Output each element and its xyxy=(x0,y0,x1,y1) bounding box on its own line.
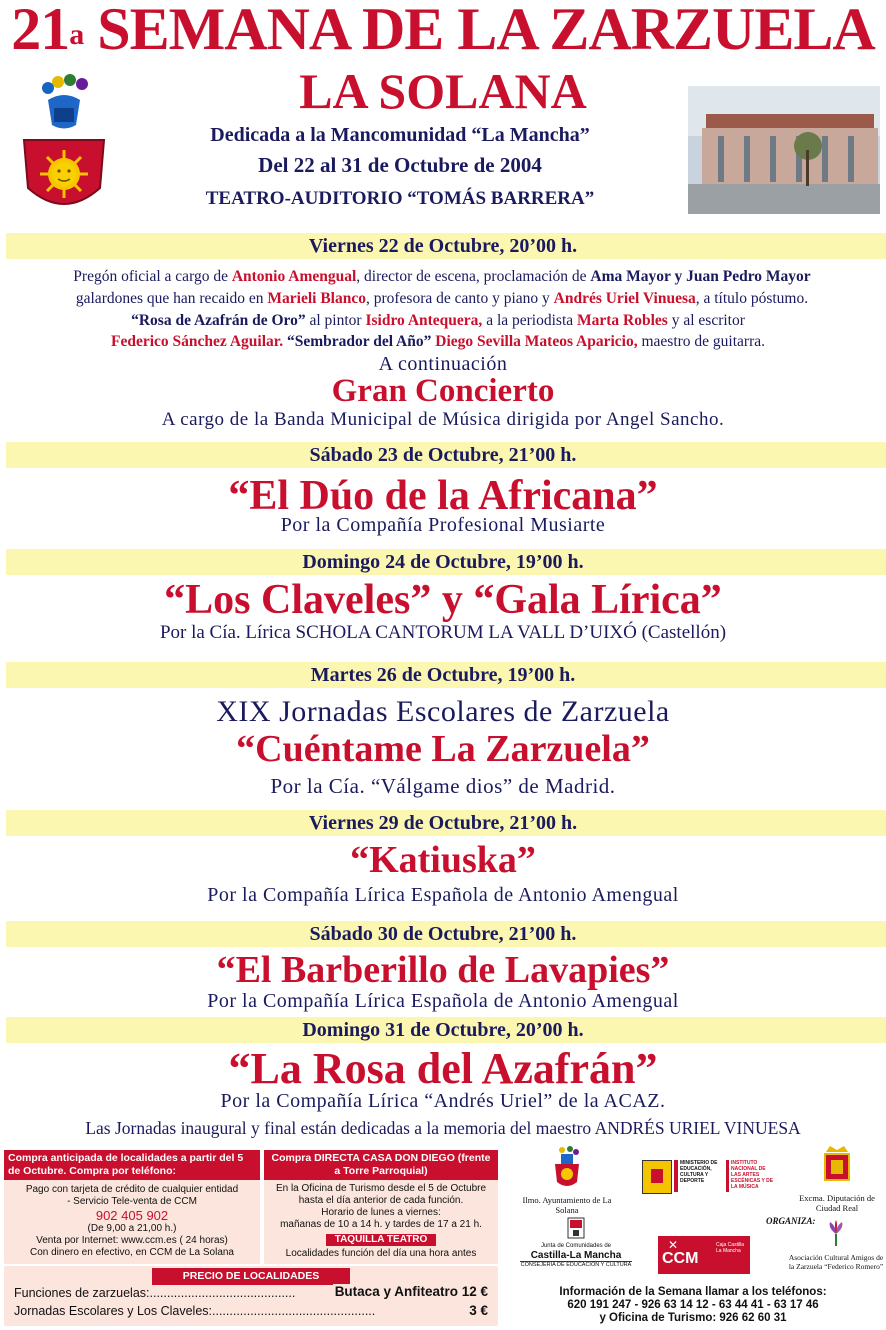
junta-emblem-icon xyxy=(564,1216,588,1242)
day1-description-line: galardones que han recaido en Marieli Blanco, profesora de canto y piano y Andrés Uriel Vinuesa, a título póstumo. xyxy=(75,290,809,307)
ccm-text: CCM xyxy=(662,1250,699,1267)
ccm-subtitle: Caja Castilla La Mancha xyxy=(716,1242,745,1254)
day6-heading: Sábado 30 de Octubre, 21’00 h. xyxy=(309,923,577,945)
advance-tickets-line: Con dinero en efectivo, en CCM de La Solana xyxy=(29,1247,234,1258)
day1-heading: Viernes 22 de Octubre, 20’00 h. xyxy=(308,235,578,257)
contact-tourism-office: y Oficina de Turismo: 926 62 60 31 xyxy=(599,1312,787,1324)
day1-description-line: Pregón oficial a cargo de Antonio Amengual, director de escena, proclamación de Ama Mayor y Juan Pedro Mayor xyxy=(73,268,811,285)
day6-show-title: “El Barberillo de Lavapies” xyxy=(216,949,670,991)
advance-tickets-line: - Servicio Tele-venta de CCM xyxy=(67,1196,197,1207)
day7-heading: Domingo 31 de Octubre, 20’00 h. xyxy=(302,1019,584,1041)
theatre-photo xyxy=(688,86,880,214)
day7-show-title: “La Rosa del Azafrán” xyxy=(228,1044,658,1093)
contact-heading: Información de la Semana llamar a los teléfonos: xyxy=(559,1286,827,1298)
day1-company: A cargo de la Banda Municipal de Música dirigida por Angel Sancho. xyxy=(161,409,725,430)
continuation-text: A continuación xyxy=(378,353,508,375)
ayuntamiento-logo xyxy=(522,1146,612,1215)
ministerio-logo xyxy=(642,1160,774,1196)
direct-purchase-line: Horario de lunes a viernes: xyxy=(321,1207,441,1218)
price-value: Butaca y Anfiteatro 12 € xyxy=(334,1284,488,1299)
prices-heading: PRECIO DE LOCALIDADES xyxy=(152,1268,350,1285)
advance-tickets-heading: Compra anticipada de localidades a partir del 5 de Octubre. Compra por teléfono: xyxy=(4,1150,260,1180)
day5-show-title: “Katiuska” xyxy=(350,839,536,881)
direct-purchase-line: Localidades función del día una hora antes xyxy=(285,1248,477,1259)
asociacion-logo xyxy=(786,1220,886,1282)
direct-purchase-box xyxy=(264,1150,498,1264)
day2-company: Por la Compañía Profesional Musiarte xyxy=(280,514,606,536)
town-name: LA SOLANA xyxy=(299,63,587,119)
inaem-text: INSTITUTO NACIONAL DE LAS ARTES ESCÉNICAS Y DE LA MÚSICA xyxy=(731,1160,774,1190)
direct-purchase-line: hasta el día anterior de cada función. xyxy=(298,1195,464,1206)
day5-company: Por la Compañía Lírica Española de Antonio Amengual xyxy=(207,884,679,906)
day4-subtitle: XIX Jornadas Escolares de Zarzuela xyxy=(216,695,670,728)
day1-show-title: Gran Concierto xyxy=(331,373,555,409)
junta-department: CONSEJERÍA DE EDUCACIÓN Y CULTURA xyxy=(520,1262,632,1268)
price-value: 3 € xyxy=(469,1303,488,1318)
ccm-logo xyxy=(658,1236,750,1274)
junta-name: Castilla-La Mancha xyxy=(530,1250,622,1261)
advance-tickets-line: Venta por Internet: www.ccm.es ( 24 horas) xyxy=(36,1235,228,1246)
junta-logo xyxy=(520,1216,632,1280)
organiza-label: ORGANIZA: xyxy=(766,1216,816,1226)
venue-name: TEATRO-AUDITORIO “TOMÁS BARRERA” xyxy=(205,188,595,209)
saffron-flower-icon xyxy=(786,1220,886,1248)
price-label: Jornadas Escolares y Los Claveles:............................................... xyxy=(14,1304,376,1318)
asociacion-caption: Asociación Cultural Amigos de la Zarzuela “Federico Romero” xyxy=(788,1253,884,1271)
direct-purchase-heading: Compra DIRECTA CASA DON DIEGO (frente a Torre Parroquial) xyxy=(264,1150,498,1180)
day2-show-title: “El Dúo de la Africana” xyxy=(228,473,658,519)
day3-company: Por la Cía. Lírica SCHOLA CANTORUM LA VALL D’UIXÓ (Castellón) xyxy=(159,622,727,643)
day5-heading: Viernes 29 de Octubre, 21’00 h. xyxy=(308,812,578,834)
diputacion-logo xyxy=(788,1144,886,1213)
contact-phones: 620 191 247 - 926 63 14 12 - 63 44 41 - 63 17 46 xyxy=(567,1299,819,1311)
day4-show-title: “Cuéntame La Zarzuela” xyxy=(236,728,650,770)
day3-show-title: “Los Claveles” y “Gala Lírica” xyxy=(164,577,722,623)
price-label: Funciones de zarzuelas:.......................................... xyxy=(14,1286,296,1300)
ministerio-text: MINISTERIO DE EDUCACIÓN, CULTURA Y DEPORTE xyxy=(680,1160,718,1184)
televenta-phone: 902 405 902 xyxy=(95,1208,169,1223)
day2-heading: Sábado 23 de Octubre, 21’00 h. xyxy=(309,444,577,466)
spain-coat-icon xyxy=(642,1160,672,1194)
prices-box xyxy=(4,1266,498,1326)
day3-heading: Domingo 24 de Octubre, 19’00 h. xyxy=(302,551,584,573)
day6-company: Por la Compañía Lírica Española de Antonio Amengual xyxy=(207,990,679,1012)
day7-company: Por la Compañía Lírica “Andrés Uriel” de la ACAZ. xyxy=(220,1090,666,1112)
ccm-symbol-icon: ✕ xyxy=(668,1238,679,1252)
taquilla-label: TAQUILLA TEATRO xyxy=(326,1234,436,1246)
advance-tickets-line: Pago con tarjeta de crédito de cualquier entidad xyxy=(25,1184,239,1195)
day4-heading: Martes 26 de Octubre, 19’00 h. xyxy=(310,664,576,686)
ayuntamiento-shield-icon xyxy=(522,1146,612,1190)
junta-small-text: Junta de Comunidades de xyxy=(540,1243,612,1249)
ayuntamiento-caption: Ilmo. Ayuntamiento de La Solana xyxy=(522,1195,612,1215)
diputacion-caption: Excma. Diputación de Ciudad Real xyxy=(799,1193,875,1213)
day1-description-line: Federico Sánchez Aguilar. “Sembrador del Año” Diego Sevilla Mateos Aparicio, maestro de guitarra. xyxy=(111,333,765,350)
advance-tickets-box xyxy=(4,1150,260,1264)
direct-purchase-line: mañanas de 10 a 14 h. y tardes de 17 a 21 h. xyxy=(280,1219,482,1230)
dedication-text: Dedicada a la Mancomunidad “La Mancha” xyxy=(210,124,590,146)
memorial-dedication: Las Jornadas inaugural y final están dedicadas a la memoria del maestro ANDRÉS URIEL VINUESA xyxy=(85,1118,801,1138)
coat-of-arms-icon xyxy=(18,70,110,220)
day4-company: Por la Cía. “Válgame dios” de Madrid. xyxy=(270,774,616,798)
advance-tickets-line: (De 9,00 a 21,00 h.) xyxy=(87,1223,177,1234)
diputacion-crown-icon xyxy=(788,1144,886,1188)
direct-purchase-line: En la Oficina de Turismo desde el 5 de Octubre xyxy=(275,1183,487,1194)
day1-description-line: “Rosa de Azafrán de Oro” al pintor Isidro Antequera, a la periodista Marta Robles y al escritor xyxy=(131,312,745,329)
festival-dates: Del 22 al 31 de Octubre de 2004 xyxy=(258,153,542,177)
poster-title: 21$^a$ SEMANA DE LA ZARZUELA xyxy=(11,0,875,62)
